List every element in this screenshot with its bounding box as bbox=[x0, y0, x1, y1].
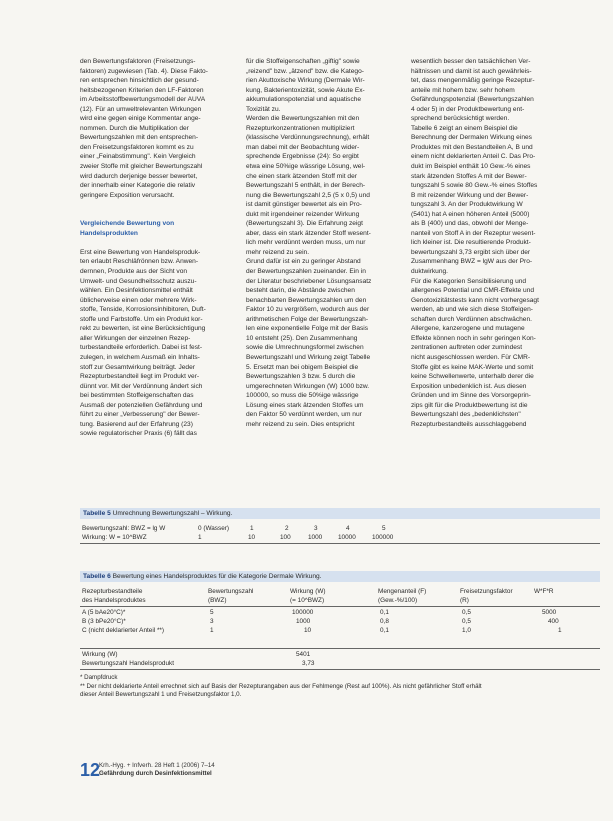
text-line: Umwelt- und Gesundheitsschutz auszu- bbox=[80, 277, 197, 285]
text-column-left bbox=[80, 57, 230, 439]
table-5-cell: 4 bbox=[346, 525, 350, 532]
text-line: zips gilt für die Produktbewertung ist die bbox=[411, 401, 528, 409]
table-5-cell: 1 bbox=[250, 525, 254, 532]
table-6-cell: 5 bbox=[210, 609, 214, 616]
text-line: werden, ab und wie sich diese Stoffeigen- bbox=[411, 306, 533, 314]
text-line: wählen. Ein Desinfektionsmittel enthält bbox=[80, 287, 193, 295]
table-6-header-cell: (BWZ) bbox=[208, 597, 227, 604]
text-column-middle bbox=[246, 57, 396, 429]
text-line bbox=[80, 210, 230, 220]
text-line: faktoren) zugewiesen (Tab. 4). Diese Fakto- bbox=[80, 67, 208, 75]
table-6-cell: 100000 bbox=[292, 609, 314, 616]
text-line: geringere Exposition verursacht. bbox=[80, 191, 175, 199]
table-6-rule bbox=[80, 606, 600, 607]
text-line: Ausmaß der potenziellen Gefährdung und bbox=[80, 401, 203, 409]
text-line: aller Wirkungen der einzelnen Rezep- bbox=[80, 334, 191, 342]
text-line: rekt zu bewerten, ist eine Berücksichtigung bbox=[80, 325, 206, 333]
table-5-cell: 1 bbox=[198, 534, 202, 541]
table-6-footnote: ** Der nicht deklarierte Anteil errechnet sich auf Basis der Rezepturangaben aus der Fehlmenge (Rest auf 100%). Als nicht gefährlicher Stoff erhält bbox=[80, 682, 482, 690]
text-line: 4 oder 5) in der Produktbewertung ent- bbox=[411, 105, 525, 113]
table-5-cell: 2 bbox=[285, 525, 289, 532]
text-line: ren entsprechen hinsichtlich der gesund- bbox=[80, 77, 199, 85]
text-line: allergenes Potential und CMR-Effekte und bbox=[411, 287, 535, 295]
text-line: stark ätzenden Stoffes A mit der Bewer- bbox=[411, 172, 527, 180]
table-6-bwz-row bbox=[80, 659, 600, 668]
text-line: Zusammenhang BWZ = lgW aus der Pro- bbox=[411, 258, 533, 266]
table-6-sum-row bbox=[80, 650, 600, 659]
text-line: Rezepturbestandteils ausschlaggebend bbox=[411, 420, 527, 428]
table-6 bbox=[80, 571, 600, 700]
table-6-title: Bewertung eines Handelsproduktes für die Kategorie Dermale Wirkung. bbox=[112, 573, 322, 580]
table-6-cell: 3 bbox=[210, 618, 214, 625]
table-6-header bbox=[80, 596, 600, 605]
table-6-header-cell: (R) bbox=[460, 597, 469, 604]
text-line: turbestandteile erforderlich. Dabei ist fest- bbox=[80, 344, 203, 352]
text-line: Für die Kategorien Sensibilisierung und bbox=[411, 277, 527, 285]
text-line: üblicherweise einen oder mehrere Wirk- bbox=[80, 296, 197, 304]
text-line: arithmetischen Folge der Bewertungszah- bbox=[246, 315, 369, 323]
table-6-header-cell: Freisetzungsfaktor bbox=[460, 588, 513, 595]
table-6-cell: B (3 bPe20°C)* bbox=[82, 618, 126, 625]
text-line: Bewertungszahl und Wirkung zeigt Tabelle bbox=[246, 353, 371, 361]
text-line: schaften durch Verdünnen abschwächen. bbox=[411, 315, 532, 323]
table-5-cell: 5 bbox=[382, 525, 386, 532]
text-line: len eine exponentielle Folge mit der Basis bbox=[246, 325, 369, 333]
table-6-rule bbox=[80, 669, 600, 670]
table-6-header bbox=[80, 587, 600, 596]
text-line: hältnissen und damit ist auch gewährleis- bbox=[411, 67, 532, 75]
table-6-cell: 10 bbox=[304, 627, 312, 634]
text-line: Bewertungszahlen 3 bzw. 5 durch die bbox=[246, 373, 356, 381]
text-line: der Bewertungszahlen zueinander. Ein in bbox=[246, 268, 366, 276]
text-line: wird eine gegen einige Kommentar ange- bbox=[80, 115, 201, 123]
text-line: Lösung eines stark ätzenden Stoffes um bbox=[246, 401, 364, 409]
table-5-title: Umrechnung Bewertungszahl – Wirkung. bbox=[112, 510, 233, 517]
text-line: nung die Bewertungszahl 2,5 (5 x 0,5) und bbox=[246, 191, 370, 199]
text-line: Produktes mit den Bestandteilen A, B und bbox=[411, 143, 533, 151]
table-6-rule bbox=[80, 648, 600, 649]
text-line: nanteil von Stoff A in der Rezeptur wesent- bbox=[411, 229, 536, 237]
table-5 bbox=[80, 508, 600, 545]
table-6-bwz-label: Bewertungszahl Handelsprodukt bbox=[82, 660, 175, 667]
text-line: zweier Stoffe mit gleicher Bewertungszahl bbox=[80, 163, 203, 171]
text-line: sowie die Umrechnungsformel zwischen bbox=[246, 344, 364, 352]
table-5-row-bwz bbox=[80, 524, 600, 533]
table-6-header-cell: W*F*R bbox=[534, 588, 554, 595]
text-line: umgerechneten Wirkungen (W) 1000 bzw. bbox=[246, 382, 370, 390]
text-line: Faktor 10 zu vergrößern, wodurch aus der bbox=[246, 306, 370, 314]
table-6-header-cell: des Handelsproduktes bbox=[82, 597, 146, 604]
table-row bbox=[80, 626, 600, 635]
text-line: im Arbeitsstoffbewertungsmodell der AUVA bbox=[80, 96, 206, 104]
table-6-sum-label: Wirkung (W) bbox=[82, 651, 118, 658]
table-5-cell: 3 bbox=[314, 525, 318, 532]
table-6-header-cell: Bewertungszahl bbox=[208, 588, 254, 595]
text-line: einem nicht deklarierten Anteil C. Das Pro- bbox=[411, 153, 536, 161]
table-6-cell: 0,1 bbox=[380, 609, 389, 616]
table-6-cell: 1,0 bbox=[462, 627, 471, 634]
journal-citation: Krh.-Hyg. + Infverh. 28 Heft 1 (2006) 7–14 bbox=[99, 762, 215, 769]
text-line bbox=[80, 200, 230, 210]
table-5-rule bbox=[80, 543, 600, 544]
table-6-header-cell: Mengenanteil (F) bbox=[378, 588, 427, 595]
text-line: Werden die Bewertungszahlen mit den bbox=[246, 115, 360, 123]
text-line: wesentlich besser den tatsächlichen Ver- bbox=[411, 58, 531, 65]
text-line: tungszahl 3. An der Produktwirkung W bbox=[411, 201, 523, 209]
text-line bbox=[80, 238, 230, 248]
table-6-cell: 400 bbox=[548, 618, 559, 625]
text-line: bewertungszahl 3,73 ergibt sich über der bbox=[411, 248, 531, 256]
text-line: den Bewertungsfaktoren (Freisetzungs- bbox=[80, 58, 196, 65]
text-line: Handelsprodukten bbox=[80, 229, 138, 237]
table-6-cell: 1000 bbox=[296, 618, 311, 625]
running-title: Gefährdung durch Desinfektionsmittel bbox=[99, 770, 212, 777]
text-line: Bewertungszahl 5 enthält, in der Berech- bbox=[246, 182, 366, 190]
table-6-label: Tabelle 6 bbox=[83, 573, 111, 580]
text-line: (klassische Verdünnungsrechnung), erhält bbox=[246, 134, 370, 142]
table-5-cell: 10000 bbox=[338, 534, 356, 541]
text-line: Exposition unbedenklich ist. Aus diesen bbox=[411, 382, 527, 390]
table-6-header-cell: (Gew.-%/100) bbox=[378, 597, 418, 604]
text-line: dünnt vor. Mit der Verdünnung ändert sich bbox=[80, 382, 203, 390]
text-line: man dabei mit der Beobachtung wider- bbox=[246, 143, 360, 151]
table-6-cell: 0,5 bbox=[462, 618, 471, 625]
text-line: dukt mit irgendeiner reizender Wirkung bbox=[246, 210, 360, 218]
text-line: (12). Für an umweltrelevanten Wirkungen bbox=[80, 105, 202, 113]
text-line: akkumulationspotenzial und aquatische bbox=[246, 96, 362, 104]
table-5-cell: 0 (Wasser) bbox=[198, 525, 230, 532]
table-5-caption bbox=[80, 508, 600, 519]
table-6-footnote: dieser Anteil Bewertungszahl 1 und Freisetzungsfaktor 1,0. bbox=[80, 691, 242, 699]
text-line: ten erlaubt Reschläfrönnen bzw. Anwen- bbox=[80, 258, 199, 266]
text-line: dernnen, Produkte aus der Sicht von bbox=[80, 268, 188, 276]
table-6-cell: 5000 bbox=[542, 609, 557, 616]
text-line: Bewertungszahl des „bedenklichsten" bbox=[411, 411, 521, 419]
text-line: Stoffe gibt es keine MAK-Werte und somit bbox=[411, 363, 534, 371]
table-6-cell: 0,5 bbox=[462, 609, 471, 616]
table-5-label: Tabelle 5 bbox=[83, 510, 111, 517]
text-line: zentrationen auftreten oder zumindest bbox=[411, 344, 523, 352]
text-line: B mit reizender Wirkung und der Bewer- bbox=[411, 191, 529, 199]
text-line: Genotoxizitätstests kann nicht vorhergesagt bbox=[411, 296, 539, 304]
table-6-cell: A (5 bAe20°C)* bbox=[82, 609, 126, 616]
text-line: mehr reizend zu sein. Dies entspricht bbox=[246, 420, 355, 428]
text-line: wird dadurch derjenige besser bewertet, bbox=[80, 172, 198, 180]
text-line: Bewertungszahlen mit den entsprechen- bbox=[80, 134, 199, 142]
table-5-cell: 10 bbox=[248, 534, 256, 541]
text-line: lich mehr verdünnt werden muss, um nur bbox=[246, 239, 366, 247]
text-line: ist damit günstiger bewertet als ein Pro- bbox=[246, 201, 362, 209]
table-6-cell: 1 bbox=[210, 627, 214, 634]
table-6-header-cell: (= 10^BWZ) bbox=[290, 597, 325, 604]
table-6-footnote: * Dampfdruck bbox=[80, 674, 118, 681]
text-line: tungszahl 5 sowie 80 Gew.-% eines Stoffes bbox=[411, 182, 538, 190]
text-line: Gründen und im Sinne des Vorsorgeprin- bbox=[411, 392, 531, 400]
text-line: sprechend berücksichtigt werden. bbox=[411, 115, 510, 123]
text-line: kung, Bakterientoxizität, sowie Akute Ex- bbox=[246, 86, 365, 94]
text-line: rien Akuttoxische Wirkung (Dermale Wir- bbox=[246, 77, 365, 85]
text-line: Rezepturkonzentrationen multipliziert bbox=[246, 124, 355, 132]
text-line: anteile mit hohem bzw. sehr hohem bbox=[411, 86, 515, 94]
table-6-cell: C (nicht deklarierter Anteil **) bbox=[82, 627, 165, 634]
table-5-cell: 1000 bbox=[308, 534, 323, 541]
page-number: 12 bbox=[80, 760, 101, 780]
text-line: nommen. Durch die Multiplikation der bbox=[80, 124, 189, 132]
table-5-row-label: Wirkung: W = 10^BWZ bbox=[82, 534, 147, 541]
table-row bbox=[80, 608, 600, 617]
text-column-right bbox=[411, 57, 576, 429]
text-line: stoff zur Gesamtwirkung beiträgt. Jeder bbox=[80, 363, 195, 371]
text-line: besteht darin, die Abstände zwischen bbox=[246, 287, 355, 295]
text-line: heitsbezogenen Kriterien den LF-Faktoren bbox=[80, 86, 204, 94]
text-line: lich kleiner ist. Die resultierende Produkt- bbox=[411, 239, 531, 247]
table-6-header-cell: Rezepturbestandteile bbox=[82, 588, 143, 595]
text-line: Rezepturbestandteil liegt im Produkt ver- bbox=[80, 373, 200, 381]
table-5-row-wirkung bbox=[80, 533, 600, 542]
table-6-bwz-value: 3,73 bbox=[302, 660, 315, 667]
text-line: Erst eine Bewertung von Handelsproduk- bbox=[80, 248, 201, 256]
text-line: sprechende Ergebnisse (24): So ergibt bbox=[246, 153, 359, 161]
text-line: 5. Ersetzt man bei obigem Beispiel die bbox=[246, 363, 359, 371]
text-line: stoffe, Tenside, Korrosionsinhibitoren, Duft- bbox=[80, 306, 206, 314]
text-line: benachbarten Bewertungszahlen um den bbox=[246, 296, 367, 304]
text-line: 10 entsteht (25). Den Zusammenhang bbox=[246, 334, 358, 342]
text-line: der Literatur beschriebener Lösungsansatz bbox=[246, 277, 372, 285]
text-line: che einen stark ätzenden Stoff mit der bbox=[246, 172, 357, 180]
text-line: etwa eine 50%ige wässrige Lösung, wel- bbox=[246, 163, 366, 171]
text-line: „reizend" bzw. „ätzend" bzw. die Katego- bbox=[246, 67, 364, 75]
text-line: tung. Basierend auf der Erfahrung (23) bbox=[80, 420, 193, 428]
text-line: aber, dass ein stark ätzender Stoff wesent- bbox=[246, 229, 371, 237]
text-line: (Bewertungszahl 3). Die Erfahrung zeigt bbox=[246, 220, 363, 228]
table-6-sum-value: 5401 bbox=[296, 651, 311, 658]
text-line: Toxizität zu. bbox=[246, 105, 281, 113]
text-line: den Faktor 50 verdünnt werden, um nur bbox=[246, 411, 362, 419]
text-line: stoffe und Farbstoffe. Um ein Produkt kor- bbox=[80, 315, 203, 323]
text-line: 100000, so muss die 50%ige wässrige bbox=[246, 392, 359, 400]
text-line: dukt im Beispiel enthält 10 Gew.-% eines bbox=[411, 163, 531, 171]
text-line: tet, dass mengenmäßig geringe Rezeptur- bbox=[411, 77, 535, 85]
text-line: (5401) hat A einen höheren Anteil (5000) bbox=[411, 210, 530, 218]
text-line: einer „Feinabstimmung". Kein Vergleich bbox=[80, 153, 196, 161]
text-line: duktwirkung. bbox=[411, 268, 449, 276]
table-6-header-cell: Wirkung (W) bbox=[290, 588, 326, 595]
text-line: zulegen, in welchem Ausmaß ein Inhalts- bbox=[80, 353, 200, 361]
text-line: als B (400) und das, obwohl der Menge- bbox=[411, 220, 529, 228]
text-line: Gefährdungspotenzial (Bewertungszahlen bbox=[411, 96, 534, 104]
table-6-cell: 1 bbox=[558, 627, 562, 634]
text-line: nicht ausgeschlossen werden. Für CMR- bbox=[411, 353, 531, 361]
text-line: den Freisetzungsfaktoren kommt es zu bbox=[80, 143, 194, 151]
text-line: führt zu einer „Verbesserung" der Bewer- bbox=[80, 411, 200, 419]
table-5-row-label: Bewertungszahl: BWZ = lg W bbox=[82, 525, 166, 532]
text-line: Tabelle 6 zeigt an einem Beispiel die bbox=[411, 124, 518, 132]
table-6-caption bbox=[80, 571, 600, 582]
table-5-cell: 100 bbox=[280, 534, 291, 541]
text-line: bei bestimmten Stoffeigenschaften das bbox=[80, 392, 194, 400]
text-line: mehr reizend zu sein. bbox=[246, 248, 310, 256]
text-line: Allergene, kanzerogene und mutagene bbox=[411, 325, 525, 333]
text-line: Vergleichende Bewertung von bbox=[80, 220, 175, 228]
text-line: Berechnung der Dermalen Wirkung eines bbox=[411, 134, 532, 142]
text-line: der innerhalb einer Kategorie die relativ bbox=[80, 182, 196, 190]
table-row bbox=[80, 617, 600, 626]
text-line: Grund dafür ist ein zu geringer Abstand bbox=[246, 258, 361, 266]
table-5-cell: 100000 bbox=[372, 534, 394, 541]
text-line: Effekte können noch in sehr geringen Kon- bbox=[411, 334, 536, 342]
text-line: sowie regulatorischer Praxis (6) fällt das bbox=[80, 430, 197, 438]
text-line: keine Schwellenwerte, unterhalb derer die bbox=[411, 373, 534, 381]
table-6-cell: 0,1 bbox=[380, 627, 389, 634]
table-6-cell: 0,8 bbox=[380, 618, 389, 625]
text-line: für die Stoffeigenschaften „giftig" sowie bbox=[246, 58, 360, 65]
